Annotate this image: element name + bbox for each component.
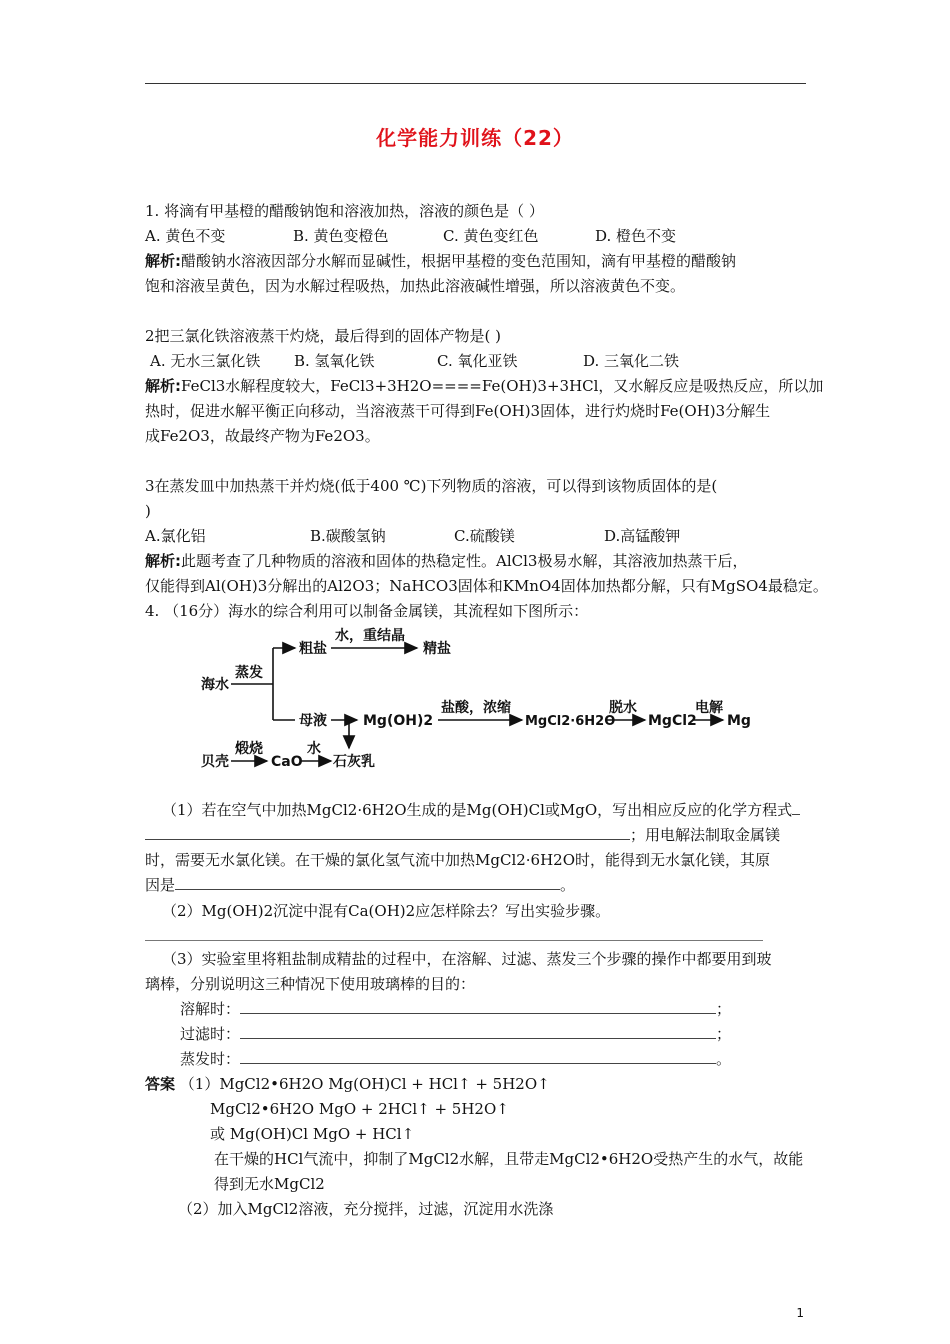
flow-acid-concentrate: 盐酸，浓缩 [441, 700, 511, 716]
answer-line-3: 或 Mg(OH)Cl MgO + HCl↑ [210, 1125, 415, 1143]
flow-mgcl2: MgCl2 [648, 713, 697, 729]
flow-mg: Mg [727, 713, 751, 729]
answer-line-5: 得到无水MgCl2 [214, 1175, 325, 1193]
q3-option-d: D.高锰酸钾 [604, 527, 681, 545]
q3-stem-line-1: 3在蒸发皿中加热蒸干并灼烧(低于400 ℃)下列物质的溶液，可以得到该物质固体的是( [145, 477, 718, 495]
q1-analysis-line-2: 饱和溶液呈黄色，因为水解过程吸热，加热此溶液碱性增强，所以溶液黄色不变。 [145, 277, 686, 295]
q2-options [150, 349, 679, 374]
q4-dissolve-row: 溶解时： ； [180, 1000, 732, 1018]
q1-option-c: C. 黄色变红色 [443, 227, 539, 245]
flow-mgcl2-hydrate: MgCl2·6H2O [525, 714, 616, 729]
q4-part2: （2）Mg(OH)2沉淀中混有Ca(OH)2应怎样除去？写出实验步骤。 [162, 902, 611, 920]
answer-blank[interactable] [145, 824, 630, 840]
q4-part3-line-1: （3）实验室里将粗盐制成精盐的过程中，在溶解、过滤、蒸发三个步骤的操作中都要用到玻 [162, 950, 772, 968]
q2-option-b: B. 氢氧化铁 [294, 352, 375, 370]
q2-option-c: C. 氧化亚铁 [437, 352, 518, 370]
flow-evaporate: 蒸发 [235, 665, 263, 681]
answer-line-2: MgCl2•6H2O MgO + 2HCl↑ + 5H2O↑ [210, 1100, 509, 1118]
flow-water: 水 [307, 741, 321, 757]
q2-option-d: D. 三氧化二铁 [583, 352, 680, 370]
q4-filter-row: 过滤时： ； [180, 1025, 732, 1043]
q3-analysis-line-2: 仅能得到Al(OH)3分解出的Al2O3；NaHCO3固体和KMnO4固体加热都分解，只有MgSO4最稳定。 [145, 577, 828, 595]
analysis-label: 解析: [145, 252, 181, 270]
q3-analysis-line-1: 解析:此题考查了几种物质的溶液和固体的热稳定性。AlCl3极易水解，其溶液加热蒸干后， [145, 552, 748, 570]
q3-stem-line-2: ) [145, 502, 151, 520]
q1-option-b: B. 黄色变橙色 [293, 227, 389, 245]
header-rule [145, 83, 806, 84]
q3-option-c: C.硫酸镁 [454, 527, 515, 545]
q4-part1-line-1: （1）若在空气中加热MgCl2·6H2O生成的是Mg(OH)Cl或MgO，写出相应反应的化学方程式 [162, 798, 800, 823]
q2-analysis-line-2: 热时，促进水解平衡正向移动，当溶液蒸干可得到Fe(OH)3固体，进行灼烧时Fe(OH)3分解生 [145, 402, 771, 420]
flow-lime-milk: 石灰乳 [333, 754, 375, 770]
q1-options [145, 224, 676, 249]
flow-seawater: 海水 [201, 677, 229, 693]
page-number: 1 [796, 1306, 804, 1320]
answer-label: 答案 [145, 1075, 176, 1093]
flow-refined-salt: 精盐 [423, 641, 451, 657]
flow-electrolysis: 电解 [695, 700, 723, 716]
q3-option-a: A.氯化铝 [145, 527, 206, 545]
answer-blank[interactable] [240, 1048, 716, 1064]
answer-blank[interactable] [240, 998, 716, 1014]
q4-evaporate-row: 蒸发时： 。 [180, 1050, 732, 1068]
q4-part1-line-4: 因是 。 [145, 876, 576, 894]
answer-blank-line[interactable] [145, 940, 763, 941]
page-title: 化学能力训练（22） [376, 126, 574, 150]
q2-analysis-line-1: 解析:FeCl3水解程度较大，FeCl3+3H2O====Fe(OH)3+3HCl，又水解反应是吸热反应，所以加 [145, 377, 824, 395]
flow-calcine: 煅烧 [235, 741, 263, 757]
magnesium-flow-diagram [195, 622, 755, 772]
answer-line-1: 答案 （1）MgCl2•6H2O Mg(OH)Cl + HCl↑ + 5H2O↑ [145, 1075, 550, 1093]
q4-stem: 4. （16分）海水的综合利用可以制备金属镁，其流程如下图所示： [145, 602, 589, 620]
answer-line-4: 在干燥的HCl气流中，抑制了MgCl2水解，且带走MgCl2•6H2O受热产生的水气，故能 [214, 1150, 804, 1168]
q1-analysis-line-1: 解析:醋酸钠水溶液因部分水解而显碱性，根据甲基橙的变色范围知，滴有甲基橙的醋酸钠 [145, 252, 737, 270]
q1-stem: 1. 将滴有甲基橙的醋酸钠饱和溶液加热，溶液的颜色是（ ） [145, 202, 544, 220]
flow-crude-salt: 粗盐 [299, 641, 327, 657]
q3-option-b: B.碳酸氢钠 [310, 527, 386, 545]
q1-option-d: D. 橙色不变 [595, 227, 677, 245]
flow-mother-liquor: 母液 [299, 713, 327, 729]
q2-stem: 2把三氯化铁溶液蒸干灼烧，最后得到的固体产物是( ) [145, 327, 502, 345]
flow-dehydrate: 脱水 [609, 700, 637, 716]
q2-analysis-line-3: 成Fe2O3，故最终产物为Fe2O3。 [145, 427, 380, 445]
answer-blank[interactable] [240, 1023, 716, 1039]
answer-blank[interactable] [175, 874, 560, 890]
flow-shell: 贝壳 [201, 754, 229, 770]
flow-cao: CaO [271, 754, 303, 770]
flow-recrystallize: 水，重结晶 [335, 628, 405, 644]
q4-part3-line-2: 璃棒，分别说明这三种情况下使用玻璃棒的目的： [145, 975, 476, 993]
q2-option-a: A. 无水三氯化铁 [150, 352, 261, 370]
flow-mg-oh2: Mg(OH)2 [363, 713, 434, 729]
q4-part1-line-3: 时，需要无水氯化镁。在干燥的氯化氢气流中加热MgCl2·6H2O时，能得到无水氯化镁，其原 [145, 851, 771, 869]
q3-options [145, 524, 680, 549]
q4-part1-line-2: ；用电解法制取金属镁 [145, 823, 780, 848]
q1-option-a: A. 黄色不变 [145, 227, 226, 245]
answer-line-6: （2）加入MgCl2溶液，充分搅拌，过滤，沉淀用水洗涤 [178, 1200, 554, 1218]
